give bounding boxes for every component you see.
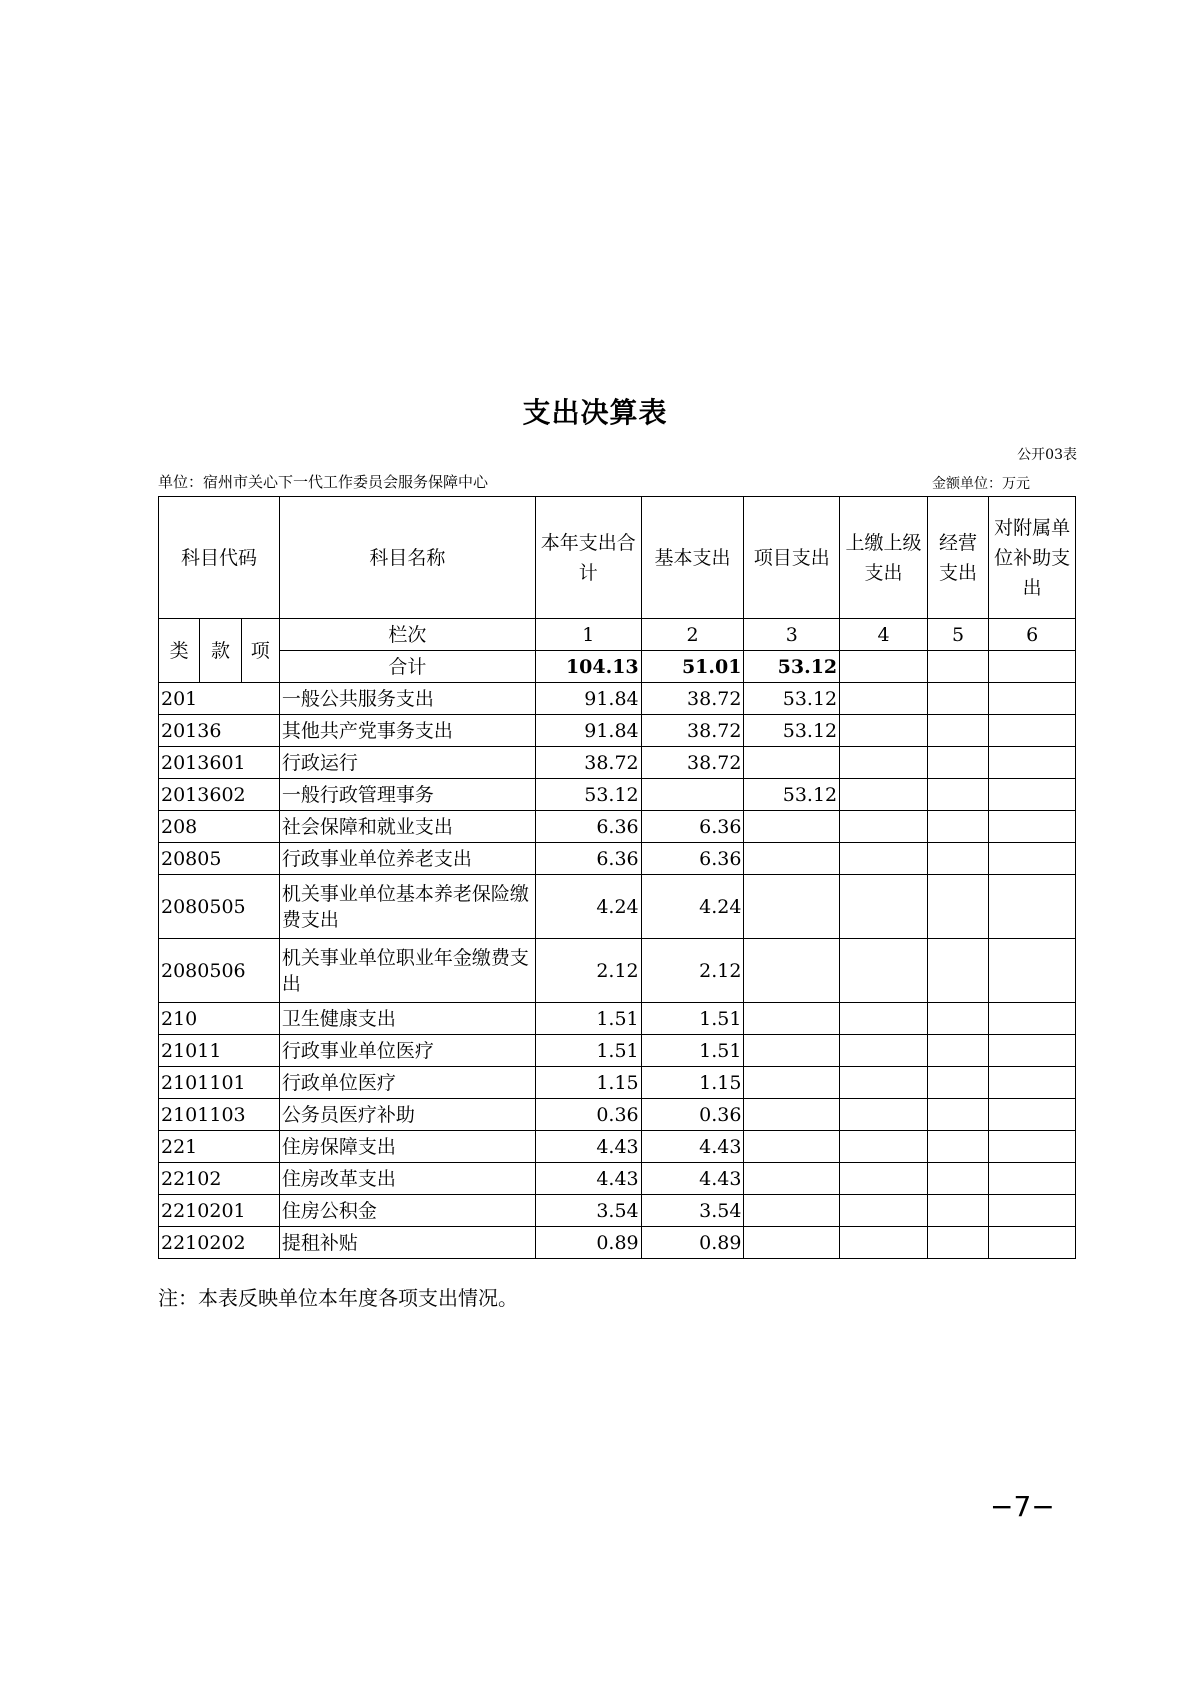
row-upper [840, 1195, 928, 1227]
table-row [159, 747, 1076, 779]
form-number: 公开03表 [1017, 447, 1077, 463]
row-business [927, 1163, 988, 1195]
row-business [927, 811, 988, 843]
table-row [159, 939, 1076, 1003]
row-basic: 4.43 [641, 1131, 744, 1163]
row-total: 1.15 [535, 1067, 641, 1099]
col-number-6: 6 [989, 619, 1076, 651]
row-project: 53.12 [744, 779, 840, 811]
row-upper [840, 1099, 928, 1131]
row-upper [840, 715, 928, 747]
row-business [927, 1035, 988, 1067]
row-project: 53.12 [744, 715, 840, 747]
row-basic: 1.15 [641, 1067, 744, 1099]
row-code: 22102 [159, 1163, 280, 1195]
total-project: 53.12 [744, 651, 840, 683]
row-business [927, 1003, 988, 1035]
header-code: 科目代码 [159, 497, 280, 619]
row-business [927, 875, 988, 939]
total-upper [840, 651, 928, 683]
header-kuan: 款 [200, 619, 241, 683]
header-subsidy: 对附属单位补助支出 [989, 497, 1076, 619]
row-business [927, 747, 988, 779]
row-basic: 0.89 [641, 1227, 744, 1259]
row-project [744, 811, 840, 843]
row-basic: 38.72 [641, 715, 744, 747]
row-business [927, 843, 988, 875]
row-total: 1.51 [535, 1035, 641, 1067]
row-project [744, 1099, 840, 1131]
page-number: −7− [990, 1490, 1055, 1523]
row-name: 一般行政管理事务 [279, 779, 535, 811]
col-number-1: 1 [535, 619, 641, 651]
row-name: 住房改革支出 [279, 1163, 535, 1195]
row-name: 行政运行 [279, 747, 535, 779]
row-subsidy [989, 811, 1076, 843]
header-upper: 上缴上级支出 [840, 497, 928, 619]
row-upper [840, 1227, 928, 1259]
row-upper [840, 683, 928, 715]
row-basic: 38.72 [641, 683, 744, 715]
total-subsidy [989, 651, 1076, 683]
row-project [744, 939, 840, 1003]
row-upper [840, 1067, 928, 1099]
header-xiang: 项 [241, 619, 279, 683]
row-upper [840, 1131, 928, 1163]
row-business [927, 683, 988, 715]
header-basic: 基本支出 [641, 497, 744, 619]
row-code: 2210202 [159, 1227, 280, 1259]
row-subsidy [989, 1099, 1076, 1131]
table-row [159, 1003, 1076, 1035]
row-subsidy [989, 779, 1076, 811]
row-project [744, 1195, 840, 1227]
row-basic: 0.36 [641, 1099, 744, 1131]
row-upper [840, 1035, 928, 1067]
table-row [159, 875, 1076, 939]
row-code: 2013602 [159, 779, 280, 811]
row-business [927, 939, 988, 1003]
row-subsidy [989, 747, 1076, 779]
row-subsidy [989, 1067, 1076, 1099]
row-subsidy [989, 1163, 1076, 1195]
row-basic: 38.72 [641, 747, 744, 779]
row-subsidy [989, 683, 1076, 715]
row-code: 2080506 [159, 939, 280, 1003]
row-code: 21011 [159, 1035, 280, 1067]
row-subsidy [989, 1227, 1076, 1259]
total-label: 合计 [279, 651, 535, 683]
row-total: 53.12 [535, 779, 641, 811]
table-row [159, 715, 1076, 747]
header-total: 本年支出合计 [535, 497, 641, 619]
row-project [744, 1131, 840, 1163]
row-business [927, 1067, 988, 1099]
row-name: 提租补贴 [279, 1227, 535, 1259]
expenditure-table [158, 496, 1076, 1259]
row-total: 6.36 [535, 843, 641, 875]
table-row [159, 1163, 1076, 1195]
row-subsidy [989, 1035, 1076, 1067]
row-code: 2210201 [159, 1195, 280, 1227]
row-upper [840, 811, 928, 843]
row-basic: 4.43 [641, 1163, 744, 1195]
row-code: 2101101 [159, 1067, 280, 1099]
table-row [159, 811, 1076, 843]
table-row [159, 779, 1076, 811]
row-name: 机关事业单位职业年金缴费支出 [279, 939, 535, 1003]
table-row [159, 843, 1076, 875]
row-basic: 6.36 [641, 811, 744, 843]
table-row [159, 683, 1076, 715]
header-project: 项目支出 [744, 497, 840, 619]
row-total: 0.89 [535, 1227, 641, 1259]
row-name: 社会保障和就业支出 [279, 811, 535, 843]
row-total: 1.51 [535, 1003, 641, 1035]
total-row [159, 651, 1076, 683]
row-code: 201 [159, 683, 280, 715]
row-business [927, 779, 988, 811]
row-total: 91.84 [535, 683, 641, 715]
row-project [744, 1227, 840, 1259]
row-name: 行政事业单位医疗 [279, 1035, 535, 1067]
row-project [744, 843, 840, 875]
row-basic: 1.51 [641, 1003, 744, 1035]
row-subsidy [989, 1003, 1076, 1035]
row-upper [840, 1003, 928, 1035]
row-subsidy [989, 1195, 1076, 1227]
row-total: 91.84 [535, 715, 641, 747]
row-upper [840, 843, 928, 875]
row-business [927, 715, 988, 747]
total-basic: 51.01 [641, 651, 744, 683]
row-basic: 6.36 [641, 843, 744, 875]
header-lei: 类 [159, 619, 200, 683]
row-upper [840, 747, 928, 779]
row-name: 行政事业单位养老支出 [279, 843, 535, 875]
row-name: 行政单位医疗 [279, 1067, 535, 1099]
col-number-2: 2 [641, 619, 744, 651]
row-subsidy [989, 875, 1076, 939]
row-name: 住房保障支出 [279, 1131, 535, 1163]
row-code: 20805 [159, 843, 280, 875]
row-total: 38.72 [535, 747, 641, 779]
row-total: 3.54 [535, 1195, 641, 1227]
total-business [927, 651, 988, 683]
row-code: 2101103 [159, 1099, 280, 1131]
row-upper [840, 875, 928, 939]
row-total: 6.36 [535, 811, 641, 843]
page-title: 支出决算表 [522, 396, 668, 429]
header-row [159, 497, 1076, 619]
row-name: 一般公共服务支出 [279, 683, 535, 715]
row-code: 221 [159, 1131, 280, 1163]
table-row [159, 1131, 1076, 1163]
row-business [927, 1195, 988, 1227]
row-project [744, 1163, 840, 1195]
unit-label: 单位：宿州市关心下一代工作委员会服务保障中心 [158, 473, 489, 491]
row-subsidy [989, 715, 1076, 747]
row-project [744, 1003, 840, 1035]
row-subsidy [989, 939, 1076, 1003]
table-row [159, 1067, 1076, 1099]
table-row [159, 1227, 1076, 1259]
col-number-5: 5 [927, 619, 988, 651]
row-business [927, 1227, 988, 1259]
row-upper [840, 1163, 928, 1195]
row-business [927, 1131, 988, 1163]
row-project [744, 1035, 840, 1067]
col-number-3: 3 [744, 619, 840, 651]
table-row [159, 1035, 1076, 1067]
row-subsidy [989, 1131, 1076, 1163]
row-name: 卫生健康支出 [279, 1003, 535, 1035]
header-name: 科目名称 [279, 497, 535, 619]
row-business [927, 1099, 988, 1131]
row-project: 53.12 [744, 683, 840, 715]
row-total: 4.43 [535, 1163, 641, 1195]
total-amount: 104.13 [535, 651, 641, 683]
row-basic [641, 779, 744, 811]
row-total: 4.43 [535, 1131, 641, 1163]
table-row [159, 1195, 1076, 1227]
header-business: 经营支出 [927, 497, 988, 619]
row-code: 20136 [159, 715, 280, 747]
header-lanci: 栏次 [279, 619, 535, 651]
table-note: 注：本表反映单位本年度各项支出情况。 [158, 1286, 518, 1310]
row-project [744, 747, 840, 779]
row-name: 其他共产党事务支出 [279, 715, 535, 747]
row-basic: 2.12 [641, 939, 744, 1003]
row-upper [840, 779, 928, 811]
col-number-4: 4 [840, 619, 928, 651]
row-upper [840, 939, 928, 1003]
row-total: 2.12 [535, 939, 641, 1003]
row-basic: 4.24 [641, 875, 744, 939]
column-number-row [159, 619, 1076, 651]
row-name: 住房公积金 [279, 1195, 535, 1227]
row-name: 机关事业单位基本养老保险缴费支出 [279, 875, 535, 939]
row-basic: 1.51 [641, 1035, 744, 1067]
row-total: 4.24 [535, 875, 641, 939]
row-code: 208 [159, 811, 280, 843]
row-code: 2013601 [159, 747, 280, 779]
row-basic: 3.54 [641, 1195, 744, 1227]
row-subsidy [989, 843, 1076, 875]
row-total: 0.36 [535, 1099, 641, 1131]
row-code: 2080505 [159, 875, 280, 939]
row-name: 公务员医疗补助 [279, 1099, 535, 1131]
money-unit-label: 金额单位：万元 [932, 476, 1030, 492]
row-code: 210 [159, 1003, 280, 1035]
table-row [159, 1099, 1076, 1131]
row-project [744, 1067, 840, 1099]
row-project [744, 875, 840, 939]
